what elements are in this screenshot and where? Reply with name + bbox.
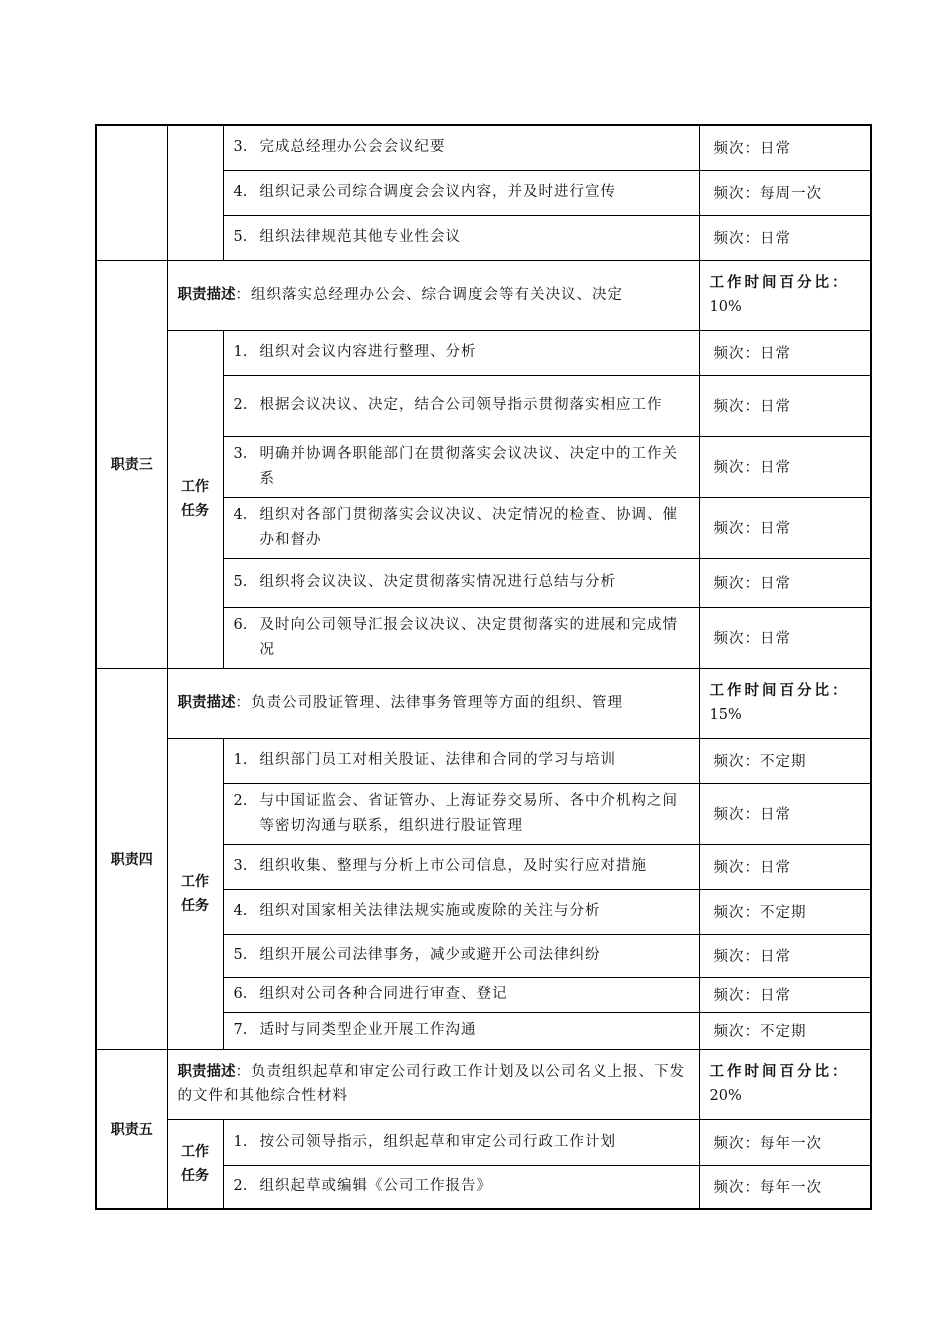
description-text: ：负责组织起草和审定公司行政工作计划及以公司名义上报、下发的文件和其他综合性材料 [177,1064,685,1104]
frequency-cell [699,330,871,375]
time-percentage [699,260,871,330]
frequency-label: 频次： [713,186,760,202]
frequency-cell [699,889,871,934]
frequency-cell [699,1165,871,1209]
task-label: 工作任务 [167,330,223,668]
frequency-value: 每年一次 [760,1135,822,1152]
task-cell [223,607,699,668]
task-number: 3. [233,445,248,462]
task-text: 根据会议决议、决定，结合公司领导指示贯彻落实相应工作 [259,397,663,413]
frequency-value: 日常 [760,460,791,476]
frequency-value: 不定期 [760,905,807,921]
task-cell [223,170,699,215]
task-label-cell-continued [167,125,223,260]
frequency-cell [699,977,871,1012]
task-cell [223,783,699,844]
task-number: 7. [233,1022,248,1038]
frequency-value: 日常 [760,231,791,247]
frequency-cell [699,375,871,436]
frequency-value: 每年一次 [760,1180,822,1197]
task-cell [223,125,699,170]
frequency-cell [699,783,871,844]
task-number: 2. [233,397,248,413]
frequency-value: 日常 [760,399,791,415]
task-text: 组织起草或编辑《公司工作报告》 [259,1178,492,1195]
task-text: 组织对各部门贯彻落实会议决议、决定情况的检查、协调、催办和督办 [259,506,678,548]
task-text: 组织部门员工对相关股证、法律和合同的学习与培训 [259,752,616,768]
task-number: 4. [233,903,248,919]
task-cell [223,330,699,375]
task-text: 组织对公司各种合同进行审查、登记 [259,986,508,1002]
percentage-value: 15% [709,707,742,723]
task-text: 组织对国家相关法律法规实施或废除的关注与分析 [259,903,601,919]
task-number: 1. [233,344,248,360]
frequency-label: 频次： [713,988,760,1004]
duty-name: 职责三 [96,260,167,668]
frequency-label: 频次： [713,1135,760,1152]
task-cell [223,844,699,889]
task-text: 组织对会议内容进行整理、分析 [259,344,477,360]
frequency-value: 日常 [760,988,791,1004]
task-text: 适时与同类型企业开展工作沟通 [259,1022,477,1038]
percentage-value: 20% [709,1088,742,1104]
task-number: 4. [233,506,248,523]
frequency-value: 日常 [760,141,791,158]
frequency-label: 频次： [713,346,760,362]
task-number: 3. [233,139,248,156]
task-text: 按公司领导指示，组织起草和审定公司行政工作计划 [259,1133,616,1150]
description-text: ：负责公司股证管理、法律事务管理等方面的组织、管理 [235,695,623,711]
percentage-value: 10% [709,299,742,315]
description-label: 职责描述 [177,287,236,303]
task-number: 1. [233,752,248,768]
task-text: 组织法律规范其他专业性会议 [259,229,461,245]
table-row [96,330,871,375]
table-row [96,1119,871,1165]
frequency-cell [699,170,871,215]
frequency-value: 日常 [760,521,791,537]
frequency-cell [699,934,871,977]
frequency-value: 不定期 [760,1024,807,1040]
task-cell [223,738,699,783]
frequency-label: 频次： [713,576,760,592]
duty-name: 职责四 [96,668,167,1049]
task-label: 工作任务 [167,738,223,1049]
frequency-label: 频次： [713,399,760,415]
task-cell [223,934,699,977]
frequency-cell [699,125,871,170]
task-number: 3. [233,858,248,874]
duty-description [167,668,699,738]
frequency-cell [699,558,871,607]
frequency-value: 日常 [760,346,791,362]
frequency-value: 日常 [760,949,791,965]
task-cell [223,436,699,497]
task-number: 2. [233,792,248,809]
frequency-label: 频次： [713,231,760,247]
duty-cell-continued [96,125,167,260]
task-text: 与中国证监会、省证管办、上海证券交易所、各中介机构之间等密切沟通与联系，组织进行股证管理 [259,792,678,834]
task-text: 完成总经理办公会会议纪要 [259,139,446,156]
task-text: 组织收集、整理与分析上市公司信息，及时实行应对措施 [259,858,647,874]
task-number: 6. [233,616,248,633]
table-row [96,125,871,170]
task-text: 组织记录公司综合调度会会议内容，并及时进行宣传 [259,184,616,200]
task-cell [223,1119,699,1165]
description-label: 职责描述 [177,1064,236,1080]
frequency-cell [699,844,871,889]
task-text: 及时向公司领导汇报会议决议、决定贯彻落实的进展和完成情况 [259,616,678,658]
frequency-value: 日常 [760,860,791,876]
frequency-cell [699,1012,871,1049]
duty-name: 职责五 [96,1049,167,1209]
task-cell [223,558,699,607]
frequency-value: 日常 [760,631,791,647]
task-cell [223,375,699,436]
description-label: 职责描述 [177,695,236,711]
time-percentage [699,668,871,738]
task-number: 4. [233,184,248,200]
duty-description-row [96,260,871,330]
frequency-cell [699,215,871,260]
frequency-cell [699,738,871,783]
duty-description-row [96,668,871,738]
task-number: 5. [233,947,248,963]
frequency-label: 频次： [713,1180,760,1197]
frequency-value: 每周一次 [760,186,822,202]
frequency-cell [699,607,871,668]
frequency-label: 频次： [713,905,760,921]
task-cell [223,497,699,558]
frequency-cell [699,1119,871,1165]
task-number: 2. [233,1178,248,1195]
frequency-label: 频次： [713,754,760,770]
task-number: 1. [233,1133,248,1150]
task-cell [223,1012,699,1049]
task-label: 工作任务 [167,1119,223,1209]
percentage-label: 工作时间百分比： [709,275,850,291]
frequency-cell [699,436,871,497]
task-text: 组织开展公司法律事务，减少或避开公司法律纠纷 [259,947,601,963]
duty-description [167,1049,699,1119]
task-cell [223,977,699,1012]
time-percentage [699,1049,871,1119]
task-number: 6. [233,986,248,1002]
frequency-cell [699,497,871,558]
frequency-value: 日常 [760,807,791,823]
task-number: 5. [233,574,248,590]
task-number: 5. [233,229,248,245]
frequency-label: 频次： [713,1024,760,1040]
task-cell [223,1165,699,1209]
frequency-value: 日常 [760,576,791,592]
task-cell [223,215,699,260]
table-row [96,738,871,783]
frequency-label: 频次： [713,807,760,823]
frequency-value: 不定期 [760,754,807,770]
duty-description-row [96,1049,871,1119]
percentage-label: 工作时间百分比： [709,1064,850,1080]
duty-description [167,260,699,330]
task-text: 组织将会议决议、决定贯彻落实情况进行总结与分析 [259,574,616,590]
frequency-label: 频次： [713,631,760,647]
description-text: ：组织落实总经理办公会、综合调度会等有关决议、决定 [235,287,623,303]
task-text: 明确并协调各职能部门在贯彻落实会议决议、决定中的工作关系 [259,445,678,487]
frequency-label: 频次： [713,521,760,537]
task-cell [223,889,699,934]
frequency-label: 频次： [713,141,760,158]
frequency-label: 频次： [713,460,760,476]
duty-table [95,124,872,1210]
percentage-label: 工作时间百分比： [709,683,850,699]
frequency-label: 频次： [713,860,760,876]
frequency-label: 频次： [713,949,760,965]
